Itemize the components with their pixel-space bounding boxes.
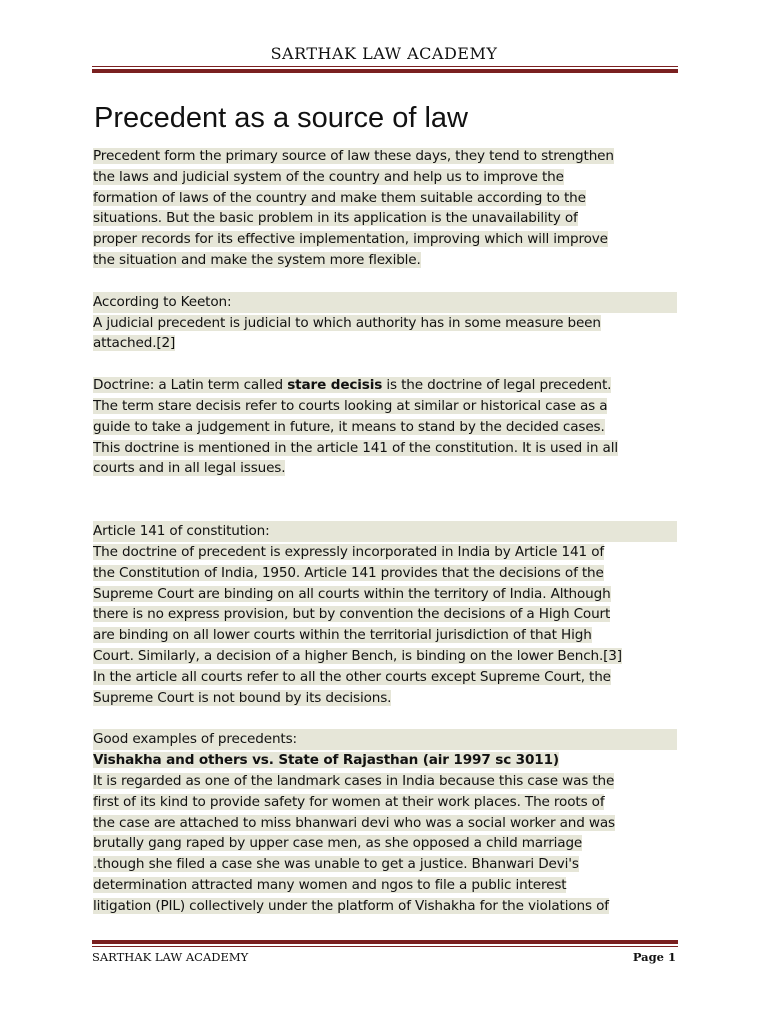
bold-term: stare decisis bbox=[287, 377, 383, 394]
paragraph-intro bbox=[93, 146, 677, 271]
text-line: Precedent form the primary source of law these days, they tend to strengthen bbox=[93, 148, 614, 164]
text-line: The doctrine of precedent is expressly incorporated in India by Article 141 of bbox=[93, 543, 605, 560]
text-line: courts and in all legal issues. bbox=[93, 460, 286, 477]
paragraph-keeton bbox=[93, 292, 677, 354]
text-line: the laws and judicial system of the country and help us to improve the bbox=[93, 168, 564, 185]
text-line: Supreme Court is not bound by its decisions. bbox=[93, 689, 392, 706]
paragraph-examples bbox=[93, 729, 677, 916]
text-line: attached.[2] bbox=[93, 335, 176, 352]
page-number: Page 1 bbox=[632, 950, 676, 964]
text-fragment: is the doctrine of legal precedent. bbox=[382, 377, 612, 394]
paragraph-doctrine bbox=[93, 375, 677, 479]
text-line: proper records for its effective implementation, improving which will improve bbox=[93, 231, 608, 248]
text-line: guide to take a judgement in future, it means to stand by the decided cases. bbox=[93, 418, 605, 435]
text-line: brutally gang raped by upper case men, as she opposed a child marriage bbox=[93, 835, 583, 852]
text-line: The term stare decisis refer to courts looking at similar or historical case as a bbox=[93, 397, 608, 414]
case-title: Vishakha and others vs. State of Rajasthan (air 1997 sc 3011) bbox=[93, 752, 559, 769]
footer-rule-thin bbox=[92, 946, 678, 947]
section-heading: According to Keeton: bbox=[93, 292, 677, 313]
text-fragment: Doctrine: a Latin term called bbox=[93, 377, 288, 394]
header-rule-thin bbox=[92, 66, 678, 67]
text-line: the case are attached to miss bhanwari devi who was a social worker and was bbox=[93, 814, 615, 831]
text-line: It is regarded as one of the landmark cases in India because this case was the bbox=[93, 772, 615, 789]
text-line: .though she filed a case she was unable to get a justice. Bhanwari Devi's bbox=[93, 856, 579, 873]
footer-rule-thick bbox=[92, 940, 678, 944]
paragraph-article-141 bbox=[93, 521, 677, 708]
page-title: Precedent as a source of law bbox=[94, 102, 468, 134]
text-line: formation of laws of the country and make them suitable according to the bbox=[93, 189, 586, 206]
header-rule-thick bbox=[92, 69, 678, 73]
section-heading: Good examples of precedents: bbox=[93, 729, 677, 750]
text-line: first of its kind to provide safety for women at their work places. The roots of bbox=[93, 793, 605, 810]
text-line: A judicial precedent is judicial to which authority has in some measure been bbox=[93, 314, 601, 331]
text-line: determination attracted many women and ngos to file a public interest bbox=[93, 876, 567, 893]
text-line: Court. Similarly, a decision of a higher Bench, is binding on the lower Bench.[3] bbox=[93, 647, 622, 664]
running-header: SARTHAK LAW ACADEMY bbox=[270, 44, 498, 63]
text-line: the Constitution of India, 1950. Article 141 provides that the decisions of the bbox=[93, 564, 604, 581]
text-line: situations. But the basic problem in its application is the unavailability of bbox=[93, 210, 578, 227]
running-footer: SARTHAK LAW ACADEMY bbox=[92, 950, 249, 964]
text-line: the situation and make the system more flexible. bbox=[93, 251, 421, 268]
text-line: litigation (PIL) collectively under the platform of Vishakha for the violations of bbox=[93, 897, 609, 914]
text-line: there is no express provision, but by convention the decisions of a High Court bbox=[93, 606, 611, 623]
text-line: Supreme Court are binding on all courts within the territory of India. Although bbox=[93, 585, 611, 602]
text-line: This doctrine is mentioned in the article 141 of the constitution. It is used in all bbox=[93, 439, 618, 456]
section-heading: Article 141 of constitution: bbox=[93, 521, 677, 542]
text-line: In the article all courts refer to all the other courts except Supreme Court, the bbox=[93, 668, 611, 685]
document-body bbox=[93, 146, 677, 917]
text-line: are binding on all lower courts within the territorial jurisdiction of that High bbox=[93, 627, 592, 644]
